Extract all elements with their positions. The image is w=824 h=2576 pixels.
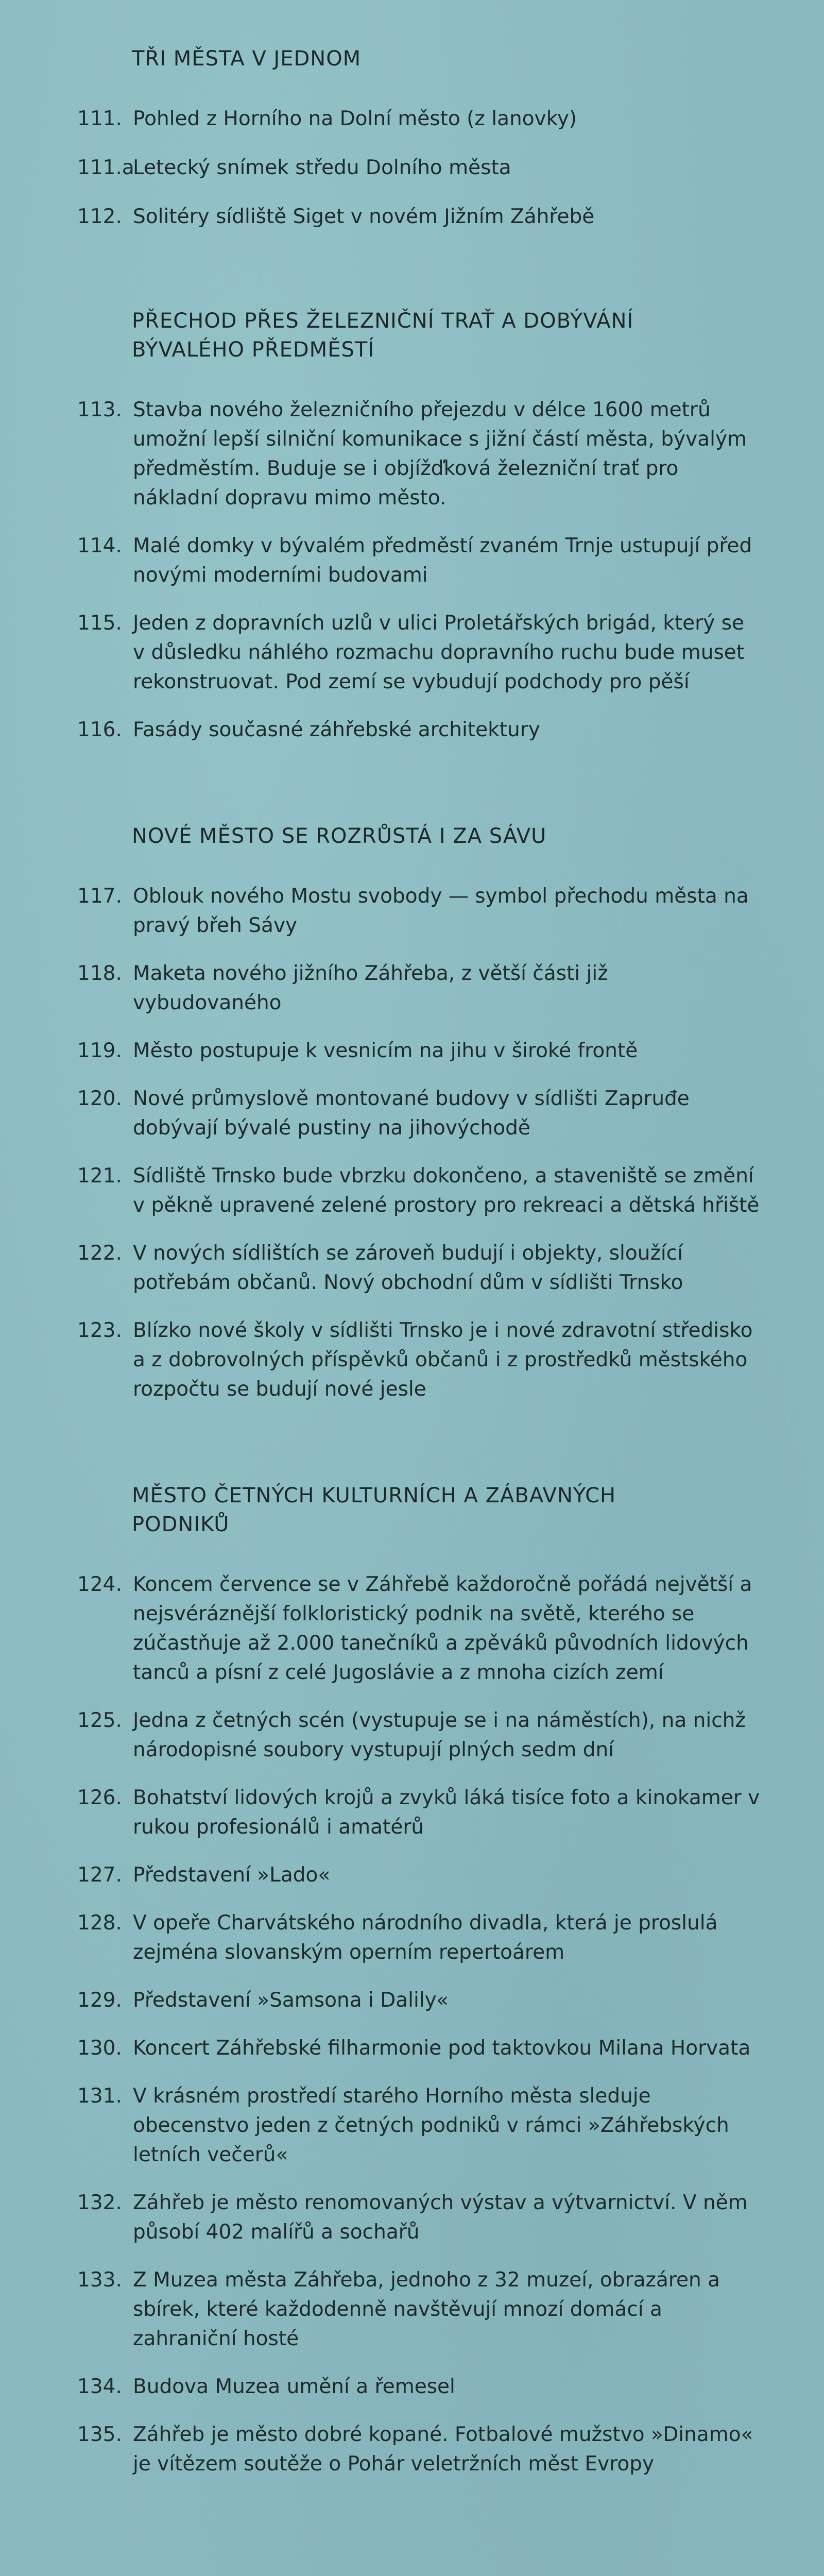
item-number: 124. <box>77 1573 122 1596</box>
item-text: Bohatství lidových krojů a zvyků láká tisíce foto a kinokamer v rukou profesionálů i amatérů <box>133 1786 760 1839</box>
section-title: MĚSTO ČETNÝCH KULTURNÍCH A ZÁBAVNÝCH PODNIKŮ <box>132 1484 616 1536</box>
item-number: 129. <box>77 1989 122 2012</box>
item-number: 111.a <box>77 156 134 179</box>
item-number: 117. <box>77 885 122 908</box>
list-item <box>77 1908 778 1967</box>
section-three-cities <box>77 44 778 231</box>
item-number: 122. <box>77 1242 122 1265</box>
section-title: NOVÉ MĚSTO SE ROZRŮSTÁ I ZA SÁVU <box>132 824 547 848</box>
list-item <box>77 1036 778 1065</box>
list-item <box>77 2188 778 2247</box>
list-item <box>77 2420 778 2479</box>
item-text: Představení »Lado« <box>133 1863 331 1887</box>
item-number: 126. <box>77 1786 122 1809</box>
section-new-city-across-sava <box>77 822 778 1404</box>
list-item <box>77 395 778 513</box>
item-number: 112. <box>77 205 122 228</box>
list-item <box>77 531 778 590</box>
list-item <box>77 202 778 231</box>
list-item <box>77 1860 778 1890</box>
item-number: 135. <box>77 2423 122 2446</box>
item-number: 125. <box>77 1709 122 1732</box>
list-item <box>77 2265 778 2353</box>
item-text: Jedna z četných scén (vystupuje se i na náměstích), na nichž národopisné soubory vystupují plných sedm dní <box>133 1709 746 1761</box>
item-text: Letecký snímek středu Dolního města <box>133 156 511 179</box>
item-number: 130. <box>77 2037 122 2060</box>
item-text: V krásném prostředí starého Horního města sleduje obecenstvo jeden z četných podniků v rámci »Záhřebských letních večerů« <box>133 2084 729 2166</box>
list-item <box>77 1161 778 1220</box>
item-text: Budova Muzea umění a řemesel <box>133 2375 455 2398</box>
list-item <box>77 882 778 940</box>
item-text: Blízko nové školy v sídlišti Trnsko je i nové zdravotní středisko a z dobrovolných příspěvků občanů i z prostředků městského rozpočtu se budují nové jesle <box>133 1319 753 1401</box>
item-text: Pohled z Horního na Dolní město (z lanovky) <box>133 107 577 130</box>
item-number: 123. <box>77 1319 122 1342</box>
list-item <box>77 2033 778 2063</box>
list-item <box>77 1084 778 1143</box>
item-number: 111. <box>77 107 122 130</box>
section-railway-crossing <box>77 307 778 744</box>
item-number: 132. <box>77 2191 122 2214</box>
item-text: Jeden z dopravních uzlů v ulici Proletářských brigád, který se v důsledku náhlého rozmachu dopravního ruchu bude muset rekonstruovat. Pod zemí se vybudují podchody pro pěší <box>133 612 745 693</box>
list-item <box>77 959 778 1018</box>
list-item <box>77 104 778 133</box>
list-item <box>77 1239 778 1297</box>
item-text: Koncert Záhřebské filharmonie pod taktovkou Milana Horvata <box>133 2037 751 2060</box>
section-title: TŘI MĚSTA V JEDNOM <box>132 47 362 71</box>
item-number: 119. <box>77 1039 122 1062</box>
item-number: 128. <box>77 1911 122 1935</box>
list-item <box>77 153 778 182</box>
item-text: Oblouk nového Mostu svobody — symbol přechodu města na pravý břeh Sávy <box>133 885 749 937</box>
item-text: V opeře Charvátského národního divadla, která je proslulá zejména slovanským operním repertoárem <box>133 1911 718 1964</box>
item-number: 121. <box>77 1164 122 1188</box>
section-cultural-events <box>77 1481 778 2479</box>
item-text: Maketa nového jižního Záhřeba, z větší části již vybudovaného <box>133 962 608 1014</box>
item-number: 120. <box>77 1087 122 1110</box>
item-number: 118. <box>77 962 122 985</box>
list-item <box>77 2372 778 2401</box>
item-text: Z Muzea města Záhřeba, jednoho z 32 muzeí, obrazáren a sbírek, které každodenně navštěvují mnozí domácí a zahraniční hosté <box>133 2268 720 2350</box>
item-text: Koncem července se v Záhřebě každoročně pořádá největší a nejsvéráznější folkloristický podnik na světě, kterého se zúčastňuje až 2.000 tanečníků a zpěváků původních lidových tanců a písní z celé Jugoslávie a z mnoha cizích zemí <box>133 1573 752 1684</box>
item-text: Město postupuje k vesnicím na jihu v široké frontě <box>133 1039 638 1062</box>
item-number: 133. <box>77 2268 122 2292</box>
item-number: 115. <box>77 612 122 635</box>
item-number: 127. <box>77 1863 122 1887</box>
item-text: Sídliště Trnsko bude vbrzku dokončeno, a staveniště se změní v pěkně upravené zelené prostory pro rekreaci a dětská hřiště <box>133 1164 760 1217</box>
item-number: 116. <box>77 718 122 741</box>
list-item <box>77 2081 778 2170</box>
item-text: Představení »Samsona i Dalily« <box>133 1989 449 2012</box>
section-title: PŘECHOD PŘES ŽELEZNIČNÍ TRAŤ A DOBÝVÁNÍ BÝVALÉHO PŘEDMĚSTÍ <box>132 309 634 362</box>
item-number: 131. <box>77 2084 122 2108</box>
list-item <box>77 1986 778 2015</box>
item-text: Solitéry sídliště Siget v novém Jižním Záhřebě <box>133 205 595 228</box>
item-text: Záhřeb je město renomovaných výstav a výtvarnictví. V něm působí 402 malířů a sochařů <box>133 2191 748 2244</box>
item-number: 134. <box>77 2375 122 2398</box>
item-number: 114. <box>77 534 122 557</box>
list-item <box>77 1783 778 1842</box>
list-item <box>77 1316 778 1404</box>
list-item <box>77 1706 778 1765</box>
item-text: Nové průmyslově montované budovy v sídlišti Zapruđe dobývají bývalé pustiny na jihovýchodě <box>133 1087 690 1140</box>
item-text: Stavba nového železničního přejezdu v délce 1600 metrů umožní lepší silniční komunikace s jižní částí města, bývalým předměstím. Buduje se i objížďková železniční trať pro nákladní dopravu mimo město. <box>133 398 747 510</box>
list-item <box>77 608 778 697</box>
list-item <box>77 715 778 744</box>
list-item <box>77 1570 778 1687</box>
item-text: Fasády současné záhřebské architektury <box>133 718 540 741</box>
item-text: V nových sídlištích se zároveň budují i objekty, sloužící potřebám občanů. Nový obchodní dům v sídlišti Trnsko <box>133 1242 683 1294</box>
item-text: Malé domky v bývalém předměstí zvaném Trnje ustupují před novými moderními budovami <box>133 534 752 587</box>
item-text: Záhřeb je město dobré kopané. Fotbalové mužstvo »Dinamo« je vítězem soutěže o Pohár veletržních měst Evropy <box>133 2423 753 2476</box>
item-number: 113. <box>77 398 122 421</box>
